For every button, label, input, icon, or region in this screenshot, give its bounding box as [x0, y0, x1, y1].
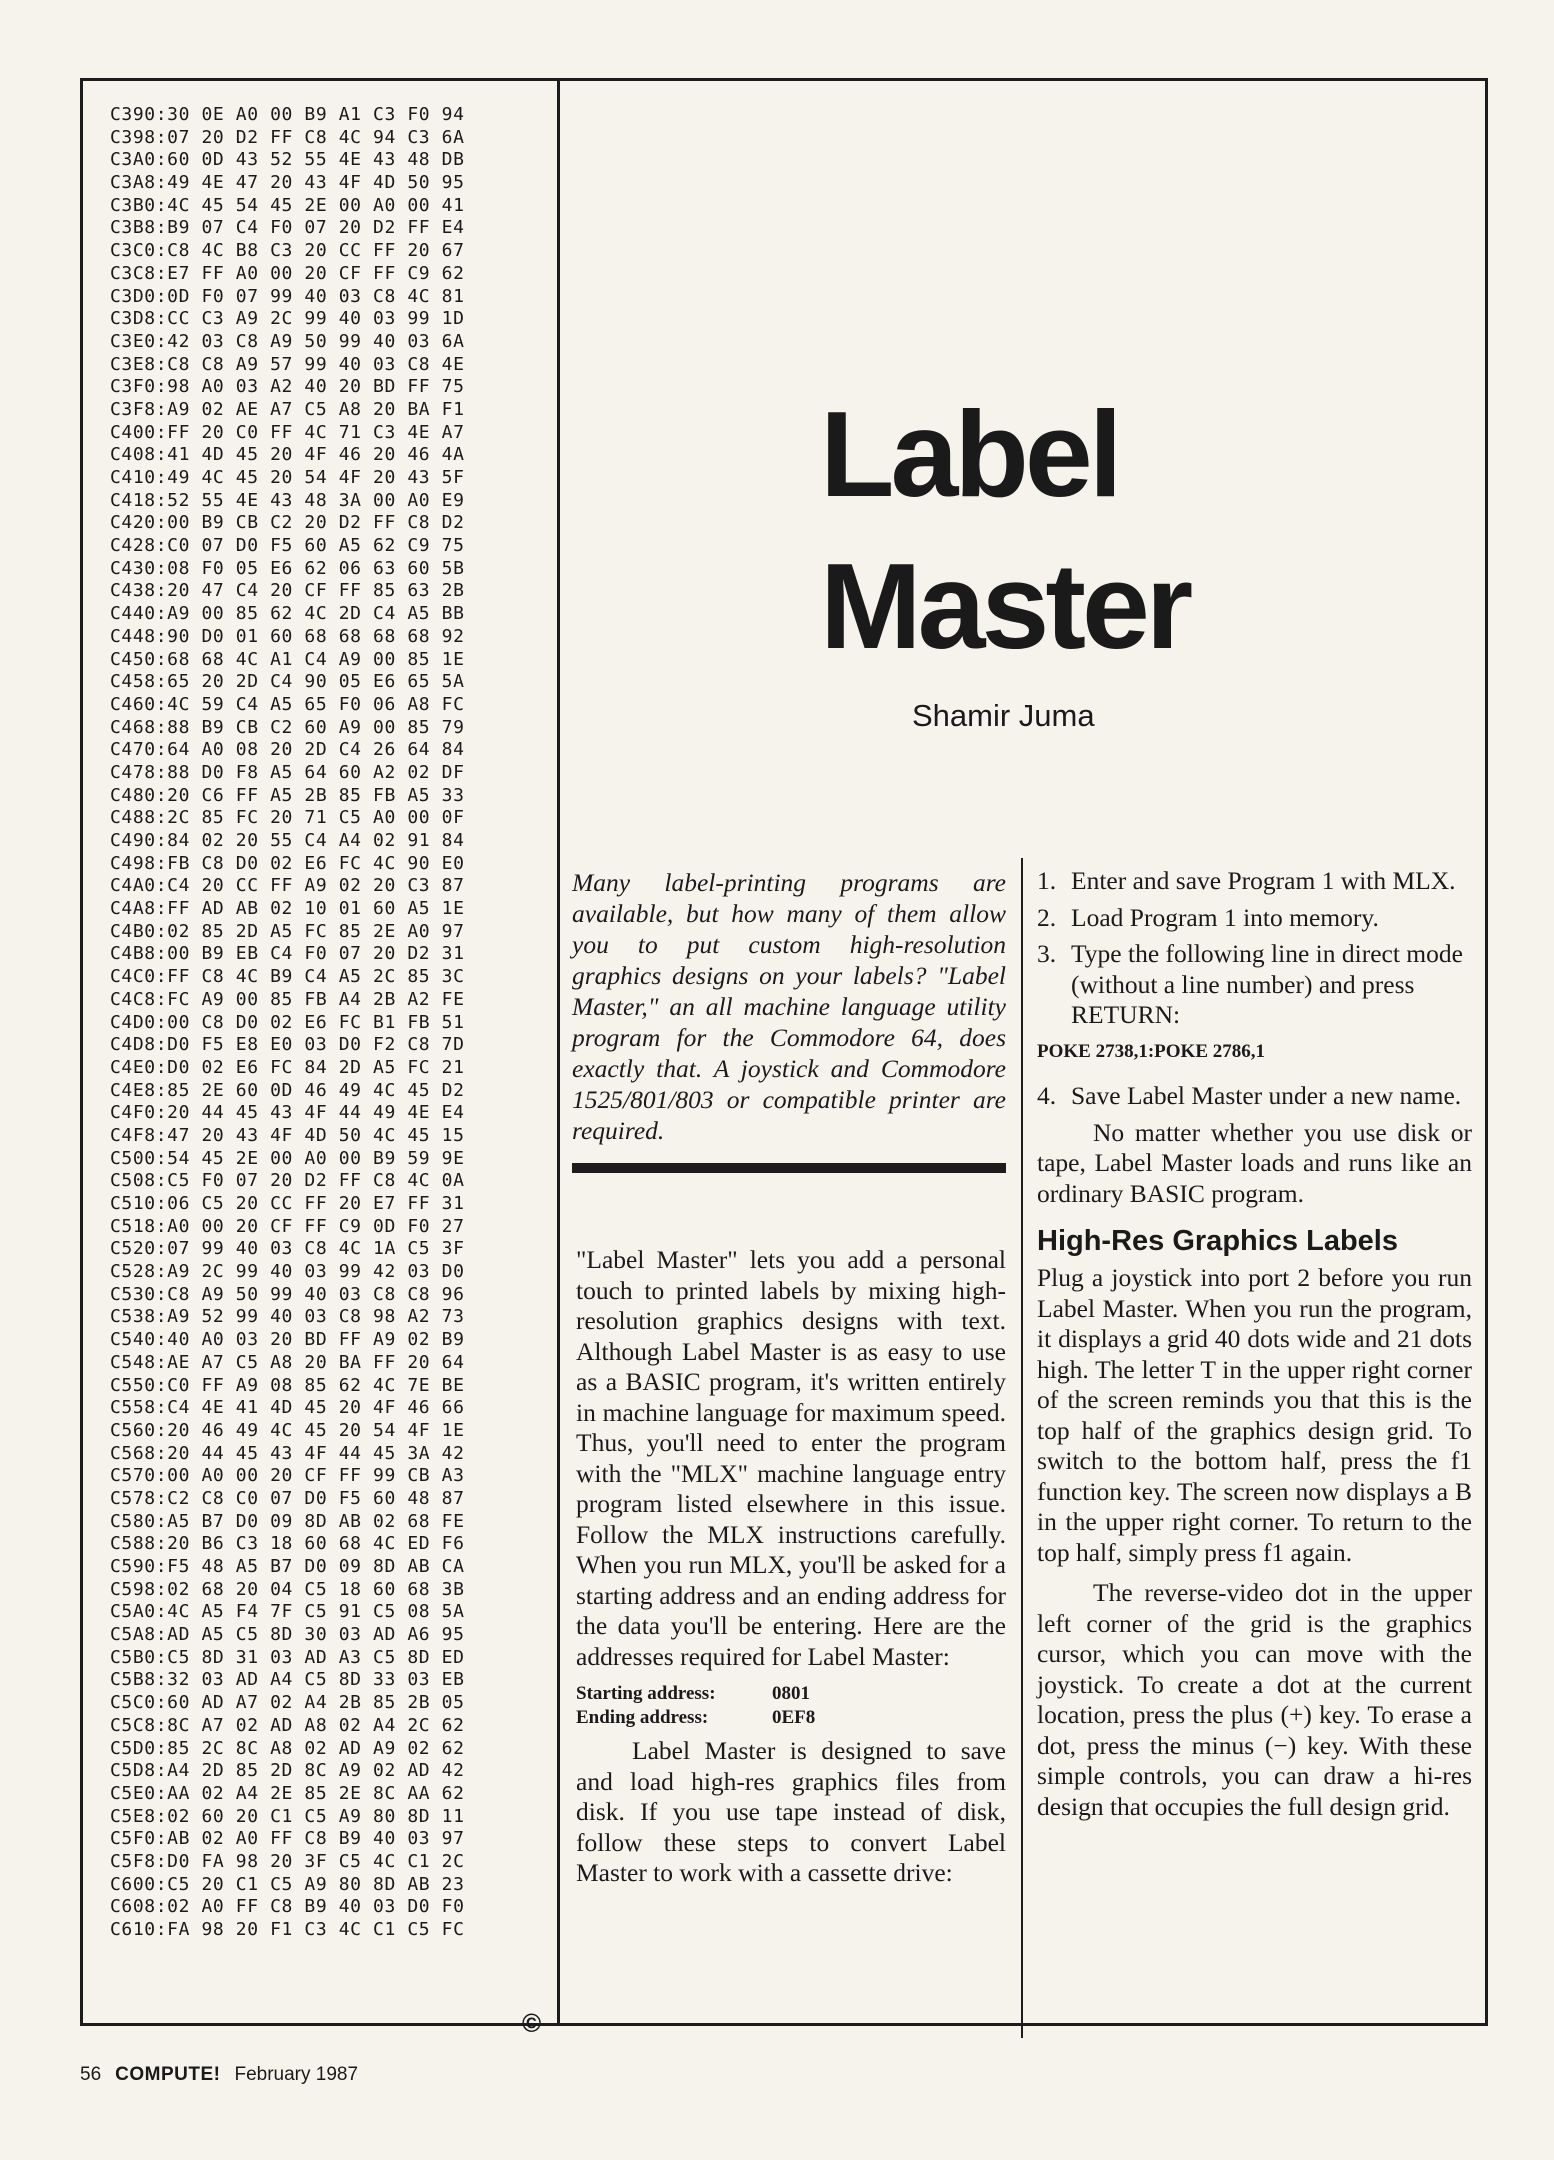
listing-line: C3C0:C8 4C B8 C3 20 CC FF 20 67: [110, 240, 465, 262]
list-item: [1037, 903, 1472, 934]
listing-line: C4F0:20 44 45 43 4F 44 49 4E E4: [110, 1102, 465, 1124]
step-text: Load Program 1 into memory.: [1071, 902, 1379, 932]
address-row: [576, 1682, 1006, 1706]
listing-line: C578:C2 C8 C0 07 D0 F5 60 48 87: [110, 1487, 465, 1509]
address-row: [576, 1706, 1006, 1730]
column-separator: [1021, 858, 1023, 2038]
listing-line: C568:20 44 45 43 4F 44 45 3A 42: [110, 1442, 465, 1464]
step-text: Save Label Master under a new name.: [1071, 1081, 1462, 1110]
body-column-left: [576, 1245, 1006, 1889]
article-title: [820, 378, 1340, 682]
listing-line: C4D0:00 C8 D0 02 E6 FC B1 FB 51: [110, 1011, 465, 1033]
end-address-label: Ending address:: [576, 1707, 709, 1728]
listing-line: C610:FA 98 20 F1 C3 4C C1 C5 FC: [110, 1919, 465, 1940]
listing-line: C510:06 C5 20 CC FF 20 E7 FF 31: [110, 1193, 465, 1214]
listing-line: C4D8:D0 F5 E8 E0 03 D0 F2 C8 7D: [110, 1034, 465, 1056]
title-line-2: Master: [820, 538, 1190, 674]
listing-line: C558:C4 4E 41 4D 45 20 4F 46 66: [110, 1397, 465, 1419]
issue-date: February 1987: [234, 2064, 359, 2085]
listing-line: C5A0:4C A5 F4 7F C5 91 C5 08 5A: [110, 1601, 465, 1623]
listing-line: C548:AE A7 C5 A8 20 BA FF 20 64: [110, 1351, 465, 1373]
listing-line: C498:FB C8 D0 02 E6 FC 4C 90 E0: [110, 852, 465, 874]
listing-line: C438:20 47 C4 20 CF FF 85 63 2B: [110, 580, 465, 602]
listing-line: C470:64 A0 08 20 2D C4 26 64 84: [110, 739, 465, 761]
listing-line: C5E8:02 60 20 C1 C5 A9 80 8D 11: [110, 1805, 465, 1827]
step-number: 2.: [1037, 902, 1057, 932]
listing-line: C448:90 D0 01 60 68 68 68 68 92: [110, 625, 465, 647]
listing-line: C588:20 B6 C3 18 60 68 4C ED F6: [110, 1533, 465, 1555]
listing-line: C5B8:32 03 AD A4 C5 8D 33 03 EB: [110, 1669, 465, 1691]
listing-line: C530:C8 A9 50 99 40 03 C8 C8 96: [110, 1283, 465, 1305]
body-paragraph: "Label Master" lets you add a personal touch to printed labels by mixing high-resolution graphics designs with text. Although Label Master is as easy to use as a BASIC program, it's written entirely in machine language for maximum speed. Thus, you'll need to enter the program with the "MLX" machine language entry program listed elsewhere in this issue. Follow the MLX instructions carefully. When you run MLX, you'll be asked for a starting address and an ending address for the data you'll be entering. Here are the addresses required for Label Master:: [576, 1245, 1006, 1671]
listing-line: C5C0:60 AD A7 02 A4 2B 85 2B 05: [110, 1692, 465, 1714]
listing-line: C560:20 46 49 4C 45 20 54 4F 1E: [110, 1419, 465, 1441]
listing-line: C398:07 20 D2 FF C8 4C 94 C3 6A: [110, 126, 465, 148]
listing-line: C3E8:C8 C8 A9 57 99 40 03 C8 4E: [110, 353, 465, 375]
listing-line: C5B0:C5 8D 31 03 AD A3 C5 8D ED: [110, 1646, 465, 1668]
listing-line: C528:A9 2C 99 40 03 99 42 03 D0: [110, 1261, 465, 1283]
listing-line: C4B0:02 85 2D A5 FC 85 2E A0 97: [110, 920, 465, 942]
listing-line: C480:20 C6 FF A5 2B 85 FB A5 33: [110, 784, 465, 806]
copyright-icon: ©: [522, 2008, 542, 2038]
listing-line: C508:C5 F0 07 20 D2 FF C8 4C 0A: [110, 1170, 465, 1192]
listing-line: C518:A0 00 20 CF FF C9 0D F0 27: [110, 1215, 465, 1237]
body-paragraph: Label Master is designed to save and load high-res graphics files from disk. If you use tape instead of disk, follow these steps to convert Label Master to work with a cassette drive:: [576, 1736, 1006, 1887]
body-paragraph: No matter whether you use disk or tape, Label Master loads and runs like an ordinary BASIC program.: [1037, 1117, 1472, 1208]
listing-line: C3A8:49 4E 47 20 43 4F 4D 50 95: [110, 172, 465, 194]
author-byline: Shamir Juma: [912, 698, 1095, 733]
listing-line: C520:07 99 40 03 C8 4C 1A C5 3F: [110, 1238, 465, 1260]
listing-line: C408:41 4D 45 20 4F 46 20 46 4A: [110, 444, 465, 466]
listing-line: C598:02 68 20 04 C5 18 60 68 3B: [110, 1578, 465, 1600]
listing-line: C450:68 68 4C A1 C4 A9 00 85 1E: [110, 648, 465, 670]
listing-line: C580:A5 B7 D0 09 8D AB 02 68 FE: [110, 1510, 465, 1532]
start-address-label: Starting address:: [576, 1683, 716, 1704]
listing-line: C5F8:D0 FA 98 20 3F C5 4C C1 2C: [110, 1850, 465, 1872]
listing-line: C5F0:AB 02 A0 FF C8 B9 40 03 97: [110, 1828, 465, 1850]
listing-line: C3E0:42 03 C8 A9 50 99 40 03 6A: [110, 330, 465, 352]
listing-line: C400:FF 20 C0 FF 4C 71 C3 4E A7: [110, 421, 465, 443]
address-table: [576, 1682, 1006, 1730]
article-intro: Many label-printing programs are available, but how many of them allow you to put custom high-resolution graphics designs on your labels? "Label Master," an all machine language utility program for the Commodore 64, does exactly that. A joystick and Commodore 1525/801/803 or compatible printer are required.: [572, 868, 1006, 1145]
listing-line: C4E8:85 2E 60 0D 46 49 4C 45 D2: [110, 1079, 465, 1101]
poke-command: POKE 2738,1:POKE 2786,1: [1037, 1040, 1265, 1062]
step-text: Enter and save Program 1 with MLX.: [1071, 866, 1456, 895]
body-column-right: [1037, 866, 1472, 1822]
steps-list-continued: [1037, 1081, 1472, 1112]
listing-line: C3D8:CC C3 A9 2C 99 40 03 99 1D: [110, 308, 465, 330]
listing-line: C390:30 0E A0 00 B9 A1 C3 F0 94: [110, 104, 465, 125]
listing-line: C500:54 45 2E 00 A0 00 B9 59 9E: [110, 1147, 465, 1169]
listing-line: C600:C5 20 C1 C5 A9 80 8D AB 23: [110, 1873, 465, 1895]
end-address-value: 0EF8: [772, 1707, 816, 1728]
listing-divider: [557, 78, 560, 2026]
page-number: 56: [80, 2064, 102, 2085]
listing-line: C3C8:E7 FF A0 00 20 CF FF C9 62: [110, 262, 465, 284]
start-address-value: 0801: [772, 1683, 810, 1704]
section-heading: High-Res Graphics Labels: [1037, 1225, 1398, 1257]
machine-code-listing: [110, 104, 550, 1942]
listing-line: C4E0:D0 02 E6 FC 84 2D A5 FC 21: [110, 1056, 465, 1078]
listing-line: C490:84 02 20 55 C4 A4 02 91 84: [110, 830, 465, 851]
listing-line: C460:4C 59 C4 A5 65 F0 06 A8 FC: [110, 693, 465, 715]
listing-line: C4B8:00 B9 EB C4 F0 07 20 D2 31: [110, 943, 465, 965]
magazine-name: COMPUTE!: [115, 2064, 221, 2085]
listing-line: C540:40 A0 03 20 BD FF A9 02 B9: [110, 1329, 465, 1351]
listing-line: C4C0:FF C8 4C B9 C4 A5 2C 85 3C: [110, 966, 465, 988]
listing-line: C3D0:0D F0 07 99 40 03 C8 4C 81: [110, 285, 465, 307]
intro-rule: [572, 1163, 1006, 1173]
listing-line: C428:C0 07 D0 F5 60 A5 62 C9 75: [110, 535, 465, 557]
listing-line: C440:A9 00 85 62 4C 2D C4 A5 BB: [110, 603, 465, 625]
listing-line: C410:49 4C 45 20 54 4F 20 43 5F: [110, 467, 465, 488]
listing-line: C478:88 D0 F8 A5 64 60 A2 02 DF: [110, 761, 465, 783]
step-number: 1.: [1037, 866, 1057, 895]
steps-list: [1037, 866, 1472, 1031]
listing-line: C420:00 B9 CB C2 20 D2 FF C8 D2: [110, 512, 465, 534]
listing-line: C538:A9 52 99 40 03 C8 98 A2 73: [110, 1306, 465, 1328]
listing-line: C3F0:98 A0 03 A2 40 20 BD FF 75: [110, 376, 465, 398]
listing-line: C5D8:A4 2D 85 2D 8C A9 02 AD 42: [110, 1760, 465, 1782]
listing-line: C590:F5 48 A5 B7 D0 09 8D AB CA: [110, 1556, 465, 1577]
body-paragraph: Plug a joystick into port 2 before you run Label Master. When you run the program, it displays a grid 40 dots wide and 21 dots high. The letter T in the upper right corner of the screen reminds you that this is the top half of the graphics design grid. To switch to the bottom half, press the f1 function key. The screen now displays a B in the upper right corner. To return to the top half, simply press f1 again.: [1037, 1263, 1472, 1567]
listing-line: C488:2C 85 FC 20 71 C5 A0 00 0F: [110, 807, 465, 829]
listing-line: C550:C0 FF A9 08 85 62 4C 7E BE: [110, 1374, 465, 1396]
listing-line: C5D0:85 2C 8C A8 02 AD A9 02 62: [110, 1737, 465, 1759]
listing-line: C570:00 A0 00 20 CF FF 99 CB A3: [110, 1465, 465, 1487]
body-paragraph: The reverse-video dot in the upper left corner of the grid is the graphics cursor, which you can move with the joystick. To create a dot at the current location, press the plus (+) key. To erase a dot, press the minus (−) key. With these simple controls, you can draw a hi-res design that occupies the full design grid.: [1037, 1578, 1472, 1821]
listing-line: C608:02 A0 FF C8 B9 40 03 D0 F0: [110, 1896, 465, 1918]
listing-line: C5C8:8C A7 02 AD A8 02 A4 2C 62: [110, 1714, 465, 1736]
listing-line: C3F8:A9 02 AE A7 C5 A8 20 BA F1: [110, 398, 465, 420]
list-item: [1037, 866, 1472, 897]
listing-line: C458:65 20 2D C4 90 05 E6 65 5A: [110, 671, 465, 693]
listing-line: C4F8:47 20 43 4F 4D 50 4C 45 15: [110, 1124, 465, 1146]
listing-line: C418:52 55 4E 43 48 3A 00 A0 E9: [110, 489, 465, 511]
listing-line: C4C8:FC A9 00 85 FB A4 2B A2 FE: [110, 988, 465, 1010]
listing-line: C4A0:C4 20 CC FF A9 02 20 C3 87: [110, 875, 465, 897]
listing-line: C468:88 B9 CB C2 60 A9 00 85 79: [110, 716, 465, 738]
step-text: Type the following line in direct mode (without a line number) and press RETURN:: [1071, 939, 1463, 1029]
list-item: [1037, 939, 1472, 1031]
listing-line: C3B0:4C 45 54 45 2E 00 A0 00 41: [110, 194, 465, 216]
title-line-1: Label: [820, 386, 1119, 522]
listing-line: C3B8:B9 07 C4 F0 07 20 D2 FF E4: [110, 217, 465, 239]
listing-line: C3A0:60 0D 43 52 55 4E 43 48 DB: [110, 149, 465, 171]
page-footer: [80, 2064, 358, 2086]
step-number: 4.: [1037, 1081, 1057, 1110]
listing-line: C4A8:FF AD AB 02 10 01 60 A5 1E: [110, 898, 465, 920]
list-item: [1037, 1081, 1472, 1112]
step-number: 3.: [1037, 939, 1057, 968]
listing-line: C5E0:AA 02 A4 2E 85 2E 8C AA 62: [110, 1782, 465, 1804]
listing-line: C5A8:AD A5 C5 8D 30 03 AD A6 95: [110, 1624, 465, 1646]
listing-line: C430:08 F0 05 E6 62 06 63 60 5B: [110, 557, 465, 579]
